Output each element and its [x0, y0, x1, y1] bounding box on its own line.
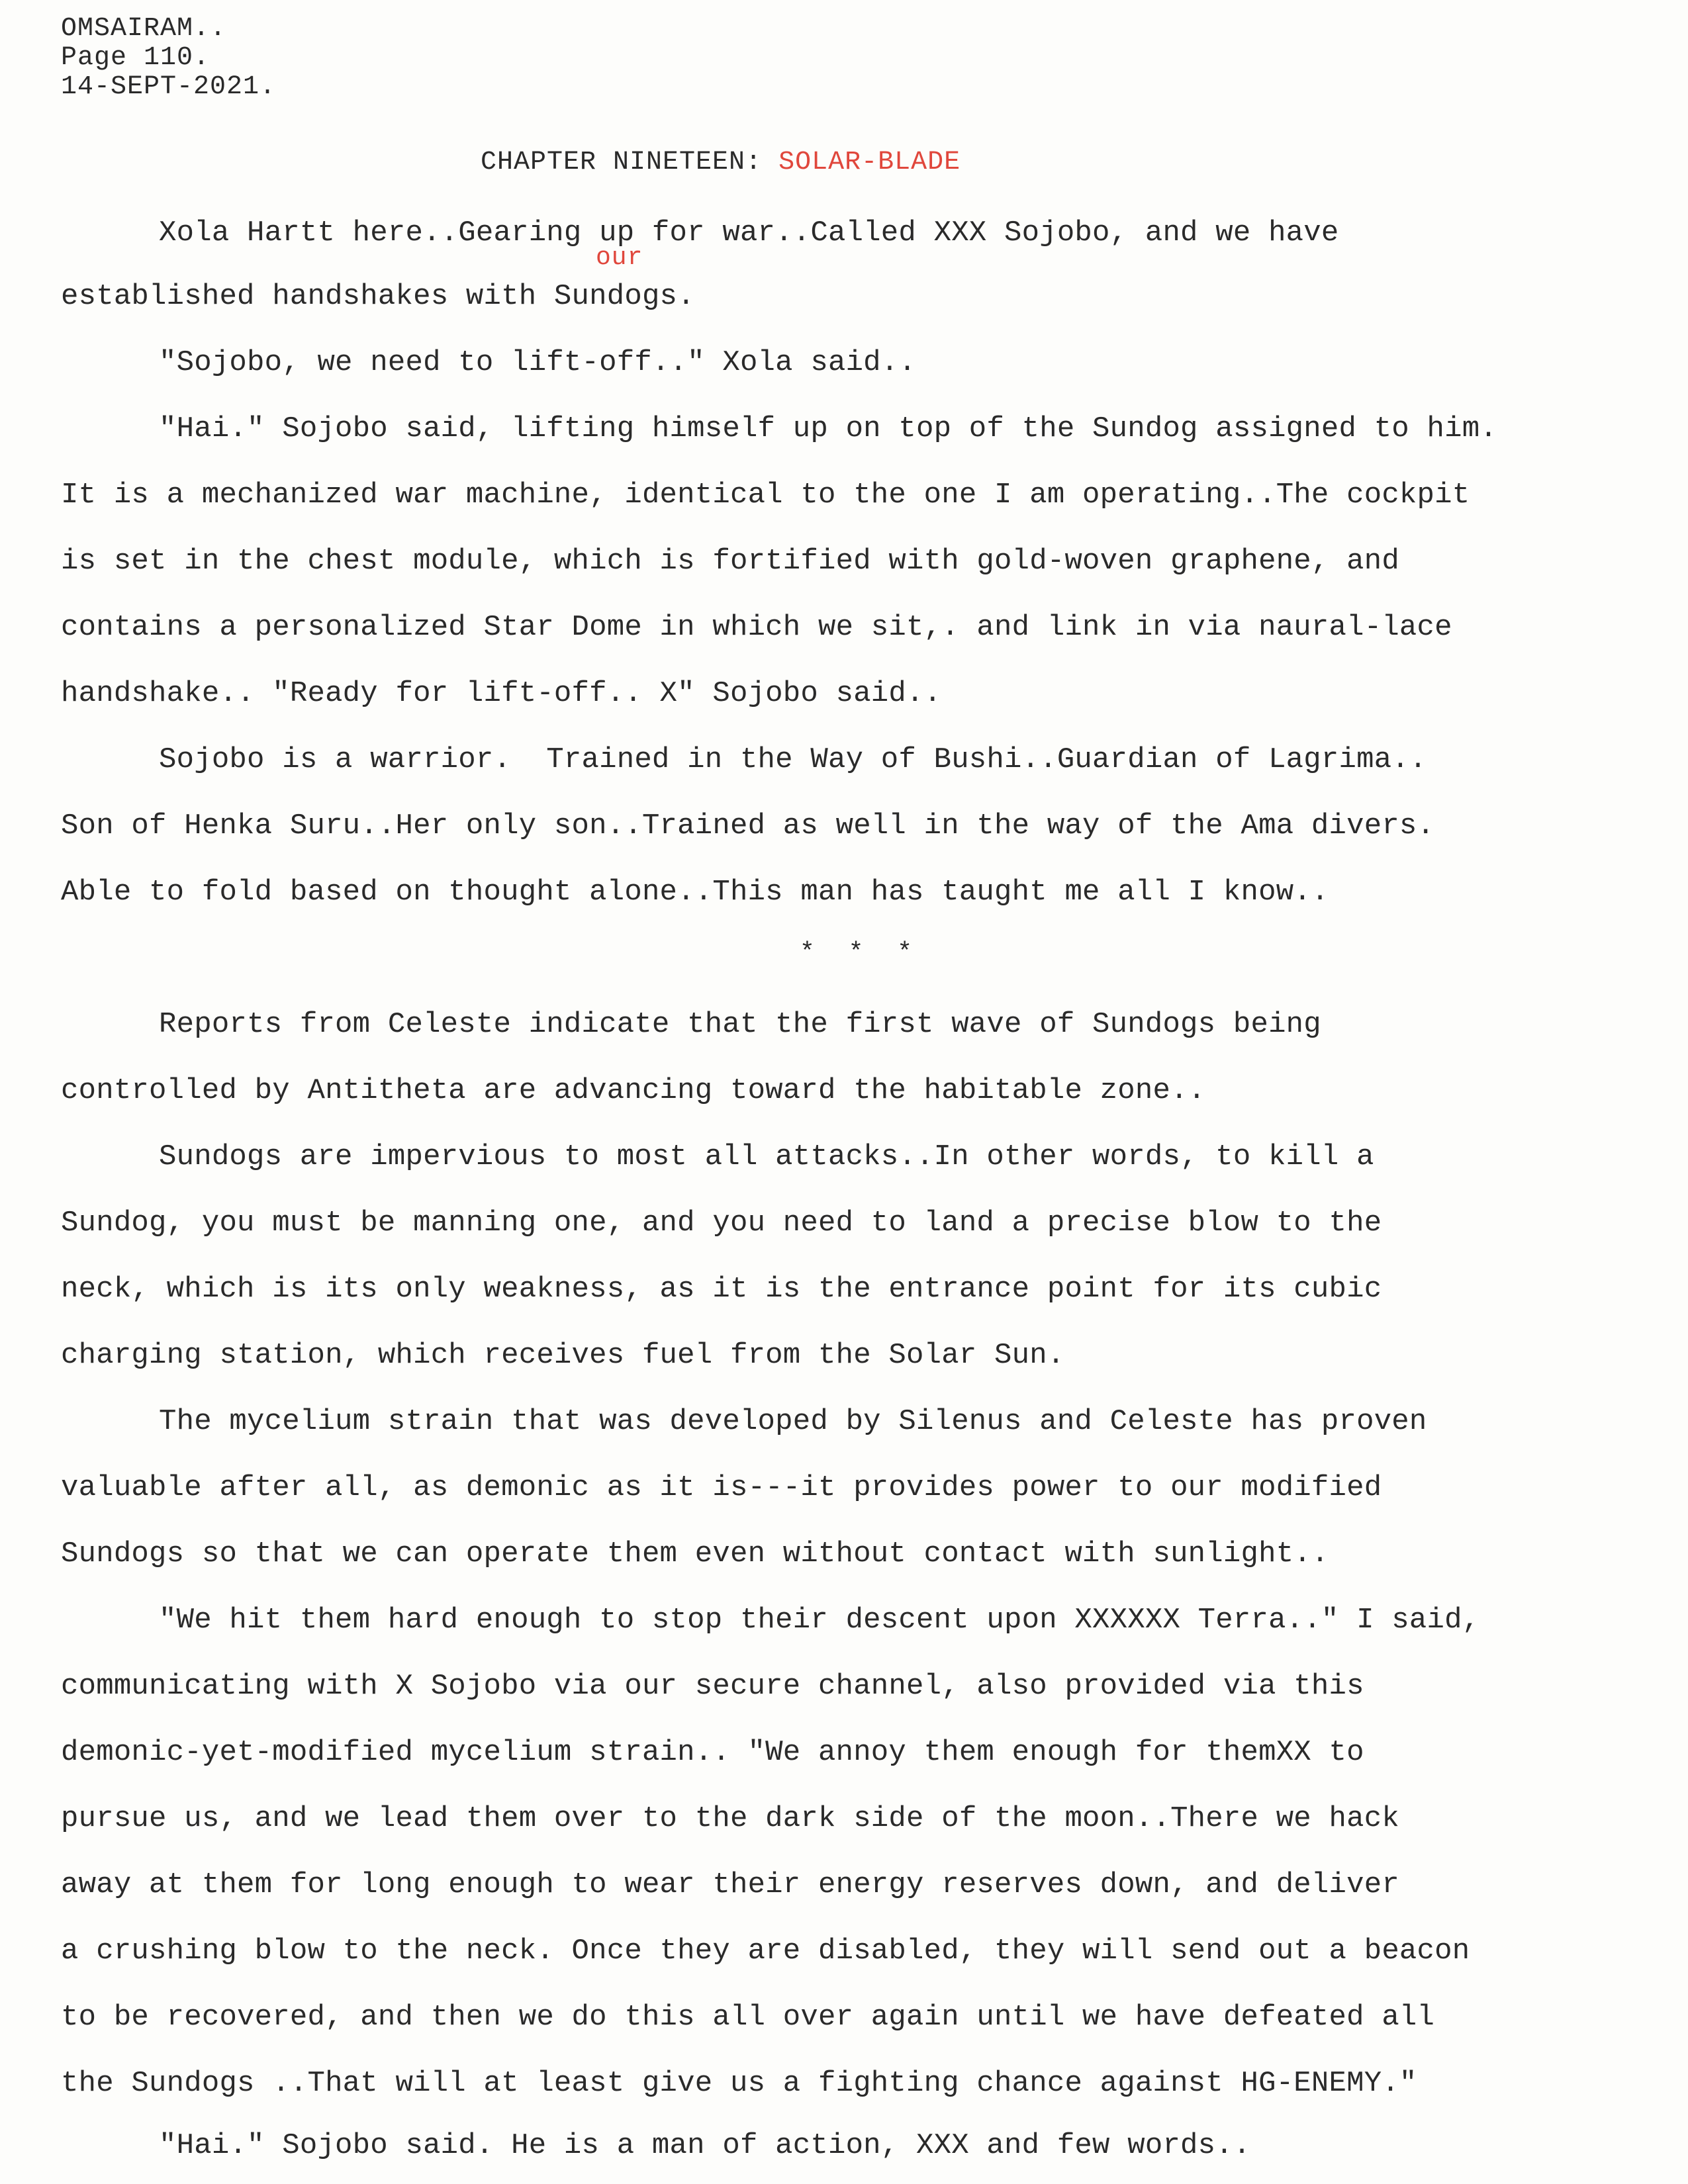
header-salutation: OMSAIRAM.. [61, 14, 227, 44]
text-line: "We hit them hard enough to stop their descent upon XXXXXX Terra.." I said, [159, 1604, 1480, 1637]
text-line: Sojobo is a warrior. Trained in the Way of Bushi..Guardian of Lagrima.. [159, 743, 1427, 776]
text-line: Sundogs are impervious to most all attacks..In other words, to kill a [159, 1140, 1374, 1173]
text-line: The mycelium strain that was developed by Silenus and Celeste has proven [159, 1405, 1427, 1438]
header-page-number: Page 110. [61, 43, 211, 73]
text-line: to be recovered, and then we do this all over again until we have defeated all [61, 2001, 1435, 2034]
text-line: a crushing blow to the neck. Once they are disabled, they will send out a beacon [61, 1934, 1470, 1968]
section-separator: * * * [800, 938, 922, 967]
text-line: established handshakes with Sundogs. [61, 280, 695, 313]
text-line: handshake.. "Ready for lift-off.. X" Sojobo said.. [61, 677, 942, 710]
text-line: Sundogs so that we can operate them even without contact with sunlight.. [61, 1537, 1329, 1570]
text-line: Able to fold based on thought alone..This man has taught me all I know.. [61, 876, 1329, 909]
text-line: Sundog, you must be manning one, and you need to land a precise blow to the [61, 1206, 1382, 1240]
page-header [61, 15, 276, 102]
text-line: valuable after all, as demonic as it is---it provides power to our modified [61, 1471, 1382, 1504]
chapter-name: SOLAR-BLADE [778, 148, 961, 177]
text-line: neck, which is its only weakness, as it is the entrance point for its cubic [61, 1273, 1382, 1306]
text-line: "Sojobo, we need to lift-off.." Xola said.. [159, 346, 916, 379]
text-line: It is a mechanized war machine, identical to the one I am operating..The cockpit [61, 478, 1470, 512]
header-date: 14-SEPT-2021. [61, 72, 277, 102]
text-line: communicating with X Sojobo via our secure channel, also provided via this [61, 1670, 1364, 1703]
text-line: "Hai." Sojobo said. He is a man of action, XXX and few words.. [159, 2129, 1251, 2162]
text-line: pursue us, and we lead them over to the dark side of the moon..There we hack [61, 1802, 1399, 1835]
chapter-title [481, 148, 961, 177]
text-line: "Hai." Sojobo said, lifting himself up on top of the Sundog assigned to him. [159, 412, 1497, 445]
text-line: Xola Hartt here..Gearing up for war..Called XXX Sojobo, and we have [159, 216, 1339, 250]
text-line: contains a personalized Star Dome in which we sit,. and link in via naural-lace [61, 611, 1452, 644]
text-line: away at them for long enough to wear their energy reserves down, and deliver [61, 1868, 1399, 1901]
text-line: Son of Henka Suru..Her only son..Trained as well in the way of the Ama divers. [61, 809, 1435, 842]
text-line: demonic-yet-modified mycelium strain.. "We annoy them enough for themXX to [61, 1736, 1364, 1769]
handwritten-insertion: our [596, 244, 643, 272]
text-line: controlled by Antitheta are advancing toward the habitable zone.. [61, 1074, 1206, 1107]
text-line: the Sundogs ..That will at least give us a fighting chance against HG-ENEMY." [61, 2067, 1417, 2100]
text-line: Reports from Celeste indicate that the first wave of Sundogs being [159, 1008, 1321, 1041]
chapter-number: CHAPTER NINETEEN: [481, 148, 779, 177]
text-line: is set in the chest module, which is fortified with gold-woven graphene, and [61, 545, 1399, 578]
text-line: charging station, which receives fuel from the Solar Sun. [61, 1339, 1065, 1372]
